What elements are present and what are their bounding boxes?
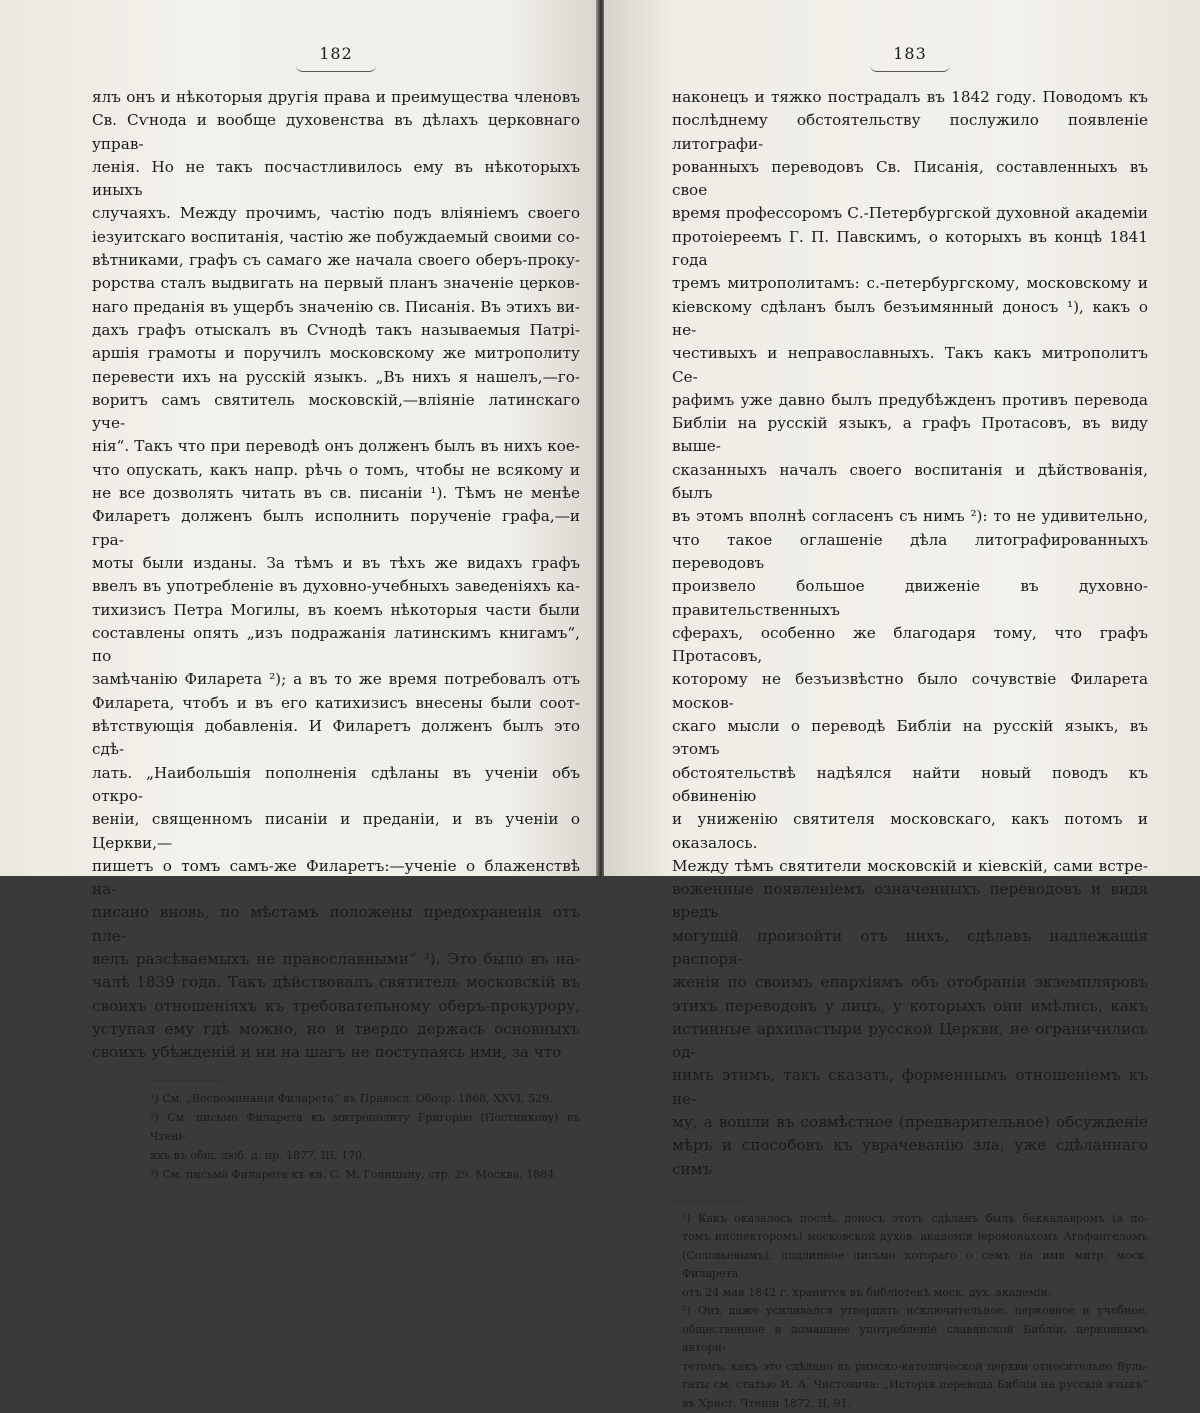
text-line: ввелъ въ употребленіе въ духовно-учебныхъ заведеніяхъ ка- xyxy=(92,577,580,596)
text-line: ялъ онъ и нѣкоторыя другія права и преимущества членовъ xyxy=(92,88,580,106)
text-line: му, а вошли въ совмѣстное (предварительное) обсужденіе xyxy=(672,1113,1148,1132)
footnote-line: (Соловьевымъ), подлинное письмо котораго о семъ на имя митр. моск. Филарета xyxy=(682,1248,1148,1281)
text-line: что опускать, какъ напр. рѣчь о томъ, чтобы не всякому и xyxy=(92,460,580,479)
text-line: время профессоромъ С.-Петербургской духовной академіи xyxy=(672,204,1148,223)
text-line: нія“. Такъ что при переводѣ онъ долженъ былъ въ нихъ кое- xyxy=(92,437,580,456)
text-line: рорства сталъ выдвигать на первый планъ значеніе церков- xyxy=(92,274,580,293)
text-line: что такое оглашеніе дѣла литографированныхъ переводовъ xyxy=(672,530,1148,572)
text-line: писано вновь, по мѣстамъ положены предохраненія отъ пле- xyxy=(92,903,580,945)
text-line: могущій произойти отъ нихъ, сдѣлавъ надлежащія распоря- xyxy=(672,926,1148,968)
page-number: 182 xyxy=(319,44,353,63)
footnote-line: томъ инспекторомъ) московской духов. академіи іеромонахомъ Агафангеломъ xyxy=(682,1230,1148,1244)
text-line: послѣднему обстоятельству послужило появленіе литографи- xyxy=(672,111,1148,153)
text-line: составлены опять „изъ подражанія латинскимъ книгамъ“, по xyxy=(92,623,580,666)
text-line: моты были изданы. За тѣмъ и въ тѣхъ же видахъ графъ xyxy=(92,553,580,572)
text-line: Между тѣмъ святители московскій и кіевскій, сами встре- xyxy=(672,856,1148,875)
text-line: лать. „Наибольшія пополненія сдѣланы въ ученіи объ откро- xyxy=(92,763,580,805)
text-line: нимъ этимъ, такъ сказать, форменнымъ отношеніемъ къ не- xyxy=(672,1066,1148,1108)
footnote-line: ¹) См. „Воспоминанія Филарета“ въ Правосл. Обозр. 1868, XXVI, 529. xyxy=(150,1092,553,1106)
text-line: которому не безъизвѣстно было сочувствіе Филарета москов- xyxy=(672,670,1148,712)
text-line: женія по своимъ епархіямъ объ отобраніи экземпляровъ xyxy=(672,973,1148,992)
page-number-ornament xyxy=(870,65,950,72)
text-line: Филарета, чтобъ и въ его катихизисъ внесены были соот- xyxy=(92,693,580,712)
text-line: воритъ самъ святитель московскій,—вліяніе латинскаго уче- xyxy=(92,390,580,433)
text-line: дахъ графъ отыскалъ въ Сѵнодѣ такъ называемыя Патрі- xyxy=(92,320,580,339)
text-line: и униженію святителя московскаго, какъ потомъ и оказалось. xyxy=(672,810,1148,852)
text-line: вѣтниками, графъ съ самаго же начала своего оберъ-проку- xyxy=(92,251,580,270)
text-line: аршія грамоты и поручилъ московскому же митрополиту xyxy=(92,344,580,363)
left-footnotes xyxy=(92,1089,580,1184)
text-line: вѣтствующія добавленія. И Филаретъ долженъ былъ это сдѣ- xyxy=(92,717,580,759)
text-line: Св. Сѵнода и вообще духовенства въ дѣлахъ церковнаго управ- xyxy=(92,111,580,153)
footnote-line: общественное и домашнее употребленіе славянской Библіи, церковнымъ автори- xyxy=(682,1322,1148,1355)
text-line: этихъ переводовъ у лицъ, у которыхъ они имѣлись, какъ xyxy=(672,996,1148,1015)
footnote-line: отъ 24 мая 1842 г. хранится въ библіотекѣ моск. дух. академіи. xyxy=(682,1285,1052,1299)
text-line: своихъ убѣжденій и ни на шагъ не поступаясь ими, за что xyxy=(92,1043,562,1062)
text-line: рованныхъ переводовъ Св. Писанія, составленныхъ въ свое xyxy=(672,157,1148,200)
text-line: тремъ митрополитамъ: с.-петербургскому, московскому и xyxy=(672,274,1148,293)
page-number-ornament xyxy=(296,65,376,72)
footnote-divider xyxy=(150,1080,222,1081)
text-line: скаго мысли о переводѣ Библіи на русскій языкъ, въ этомъ xyxy=(672,717,1148,759)
text-line: честивыхъ и неправославныхъ. Такъ какъ митрополитъ Се- xyxy=(672,344,1148,386)
footnote-line: ¹) Какъ оказалось послѣ, доносъ этотъ сдѣланъ былъ баккалавромъ (а по- xyxy=(682,1211,1148,1225)
text-line: сферахъ, особенно же благодаря тому, что графъ Протасовъ, xyxy=(672,623,1148,666)
text-line: протоіереемъ Г. П. Павскимъ, о которыхъ въ концѣ 1841 года xyxy=(672,227,1148,270)
text-line: мѣръ и способовъ къ уврачеванію зла, уже сдѣланнаго симъ xyxy=(672,1136,1148,1178)
text-line: сказанныхъ началъ своего воспитанія и дѣйствованія, былъ xyxy=(672,460,1148,503)
text-line: своихъ отношеніяхъ къ требовательному оберъ-прокурору, xyxy=(92,996,580,1015)
text-line: воженные появленіемъ означенныхъ переводовъ и видя вредъ xyxy=(672,880,1148,922)
text-line: Библіи на русскій языкъ, а графъ Протасовъ, въ виду выше- xyxy=(672,414,1148,456)
text-line: перевести ихъ на русскій языкъ. „Въ нихъ я нашелъ,—го- xyxy=(92,367,580,386)
right-body-text xyxy=(672,86,1148,1181)
footnote-line: ²) Онъ даже усиливался утвердить исключительное, церковное и учебное, xyxy=(682,1304,1148,1318)
text-line: веніи, священномъ писаніи и преданіи, и въ ученіи о Церкви,— xyxy=(92,810,580,852)
text-line: наконецъ и тяжко пострадалъ въ 1842 году. Поводомъ къ xyxy=(672,88,1148,106)
text-line: пишетъ о томъ самъ-же Филаретъ:—ученіе о блаженствѣ на- xyxy=(92,856,580,899)
text-line: ленія. Но не такъ посчастливилось ему въ нѣкоторыхъ иныхъ xyxy=(92,157,580,200)
text-line: наго преданія въ ущербъ значенію св. Писанія. Въ этихъ ви- xyxy=(92,297,580,316)
text-line: въ этомъ вполнѣ согласенъ съ нимъ ²): то не удивительно, xyxy=(672,507,1148,526)
footnote-line: въ Христ. Чтеніи 1872, II, 91. xyxy=(682,1396,852,1410)
left-body-text xyxy=(92,86,580,1064)
left-page xyxy=(0,0,598,1182)
text-line: замѣчанію Филарета ²); а въ то же время потребовалъ отъ xyxy=(92,670,580,689)
footnote-divider xyxy=(672,1201,744,1202)
page-number: 183 xyxy=(893,44,927,63)
text-line: случаяхъ. Между прочимъ, частію подъ вліяніемъ своего xyxy=(92,204,580,223)
right-page xyxy=(604,0,1200,1410)
text-line: кіевскому сдѣланъ былъ безъимянный доносъ ¹), какъ о не- xyxy=(672,297,1148,339)
text-line: рафимъ уже давно былъ предубѣжденъ противъ перевода xyxy=(672,390,1148,409)
text-line: уступая ему гдѣ можно, но и твердо держась основныхъ xyxy=(92,1019,580,1038)
text-line: обстоятельствѣ надѣялся найти новый поводъ къ обвиненію xyxy=(672,763,1148,805)
footnote-line: ²) См. письмо Филарета къ митрополиту Григорію (Постникову) въ Чтені- xyxy=(150,1111,580,1144)
text-line: тихизисъ Петра Могилы, въ коемъ нѣкоторыя части были xyxy=(92,600,580,619)
footnote-line: гаты см. статью И. А. Чистовича: „Исторія перевода Библіи на русскій языкъ“ xyxy=(682,1378,1148,1392)
text-line: іезуитскаго воспитанія, частію же побуждаемый своими со- xyxy=(92,227,580,246)
text-line: произвело большое движеніе въ духовно-правительственныхъ xyxy=(672,577,1148,619)
text-line: велъ разсѣваемыхъ не православными“ ³). Это было въ на- xyxy=(92,949,580,968)
footnote-line: яхъ въ общ. люб. д. пр. 1877, III, 170. xyxy=(150,1149,366,1163)
footnote-line: ³) См. письма Филарета къ кн. С. М. Голицыну, стр. 29. Москва, 1884. xyxy=(150,1168,558,1182)
text-line: истинные архипастыри русской Церкви, не ограничились од- xyxy=(672,1019,1148,1062)
text-line: не все дозволять читать въ св. писаніи ¹). Тѣмъ не менѣе xyxy=(92,484,580,503)
right-footnotes xyxy=(672,1210,1148,1413)
text-line: Филаретъ долженъ былъ исполнить порученіе графа,—и гра- xyxy=(92,507,580,549)
text-line: чалѣ 1839 года. Такъ дѣйствовалъ святитель московскій въ xyxy=(92,973,580,992)
footnote-line: тетомъ, какъ это сдѣлано въ римско-католической церкви относительно Вуль- xyxy=(682,1359,1148,1373)
